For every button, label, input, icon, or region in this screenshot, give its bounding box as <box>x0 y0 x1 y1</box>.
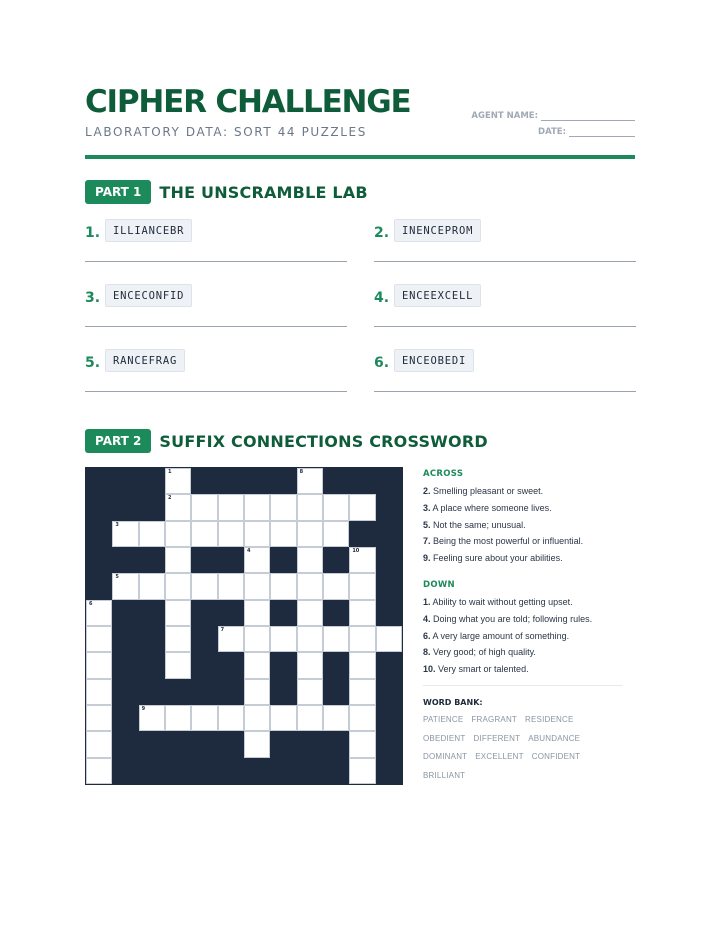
scrambled-word: ILLIANCEBR <box>105 219 192 242</box>
crossword-cell[interactable] <box>86 626 112 652</box>
agent-name-line[interactable] <box>541 111 635 121</box>
clue-text: Doing what you are told; following rules. <box>433 613 593 624</box>
answer-line[interactable] <box>85 261 347 262</box>
crossword-cell[interactable] <box>86 600 112 626</box>
crossword-cell[interactable] <box>349 758 375 784</box>
crossword-cell[interactable] <box>218 705 244 731</box>
crossword-cell[interactable] <box>139 573 165 599</box>
word-bank-item: DOMINANT <box>423 752 468 762</box>
crossword-cell[interactable] <box>270 494 296 520</box>
crossword-cell[interactable] <box>191 521 217 547</box>
scrambled-word: RANCEFRAG <box>105 349 185 372</box>
clue-number: 1. <box>423 596 431 607</box>
clue-number: 3. <box>423 502 431 513</box>
page-subtitle: LABORATORY DATA: SORT 44 PUZZLES <box>85 125 367 139</box>
crossword-cell[interactable] <box>165 521 191 547</box>
crossword-cell[interactable] <box>165 468 191 494</box>
answer-line[interactable] <box>374 261 636 262</box>
answer-line[interactable] <box>374 326 636 327</box>
crossword-cell[interactable] <box>244 547 270 573</box>
crossword-cell[interactable] <box>297 705 323 731</box>
date-label: DATE: <box>538 127 566 137</box>
scrambled-word: ENCECONFID <box>105 284 192 307</box>
across-heading: ACROSS <box>423 469 464 479</box>
crossword-cell[interactable] <box>112 573 138 599</box>
item-number: 6. <box>374 355 390 371</box>
agent-name-label: AGENT NAME: <box>471 111 538 121</box>
crossword-cell[interactable] <box>165 494 191 520</box>
crossword-cell[interactable] <box>139 705 165 731</box>
crossword-cell[interactable] <box>270 521 296 547</box>
down-clue <box>423 613 635 630</box>
word-bank-item: RESIDENCE <box>525 714 574 724</box>
crossword-cell[interactable] <box>349 600 375 626</box>
scrambled-word: INENCEPROM <box>394 219 481 242</box>
clue-number: 6. <box>423 630 431 641</box>
clue-number: 7. <box>423 536 431 547</box>
crossword-cell[interactable] <box>165 573 191 599</box>
crossword-cell[interactable] <box>191 573 217 599</box>
crossword-cell[interactable] <box>349 626 375 652</box>
part2-badge: PART 2 <box>85 429 151 453</box>
across-clue <box>423 485 635 502</box>
clues-panel <box>423 469 635 788</box>
clue-text: Not the same; unusual. <box>433 519 526 530</box>
crossword-cell[interactable] <box>86 705 112 731</box>
down-clue <box>423 663 635 680</box>
header-rule <box>85 155 635 159</box>
crossword-cell[interactable] <box>323 705 349 731</box>
cell-number: 7 <box>220 627 225 633</box>
crossword-cell[interactable] <box>244 731 270 757</box>
clue-text: Being the most powerful or influential. <box>433 536 584 547</box>
clue-text: A place where someone lives. <box>432 502 552 513</box>
clue-text: Feeling sure about your abilities. <box>433 553 563 564</box>
word-bank-item: FRAGRANT <box>471 714 518 724</box>
crossword-cell[interactable] <box>244 600 270 626</box>
crossword-cell[interactable] <box>270 573 296 599</box>
crossword-cell[interactable] <box>244 705 270 731</box>
clue-text: A very large amount of something. <box>432 630 570 641</box>
crossword-cell[interactable] <box>165 600 191 626</box>
crossword-cell[interactable] <box>244 626 270 652</box>
crossword-cell[interactable] <box>165 652 191 678</box>
crossword-cell[interactable] <box>297 521 323 547</box>
clue-number: 5. <box>423 519 431 530</box>
crossword-cell[interactable] <box>270 705 296 731</box>
crossword-cell[interactable] <box>165 705 191 731</box>
crossword-cell[interactable] <box>112 521 138 547</box>
clues-divider <box>423 685 623 686</box>
clue-text: Ability to wait without getting upset. <box>432 596 573 607</box>
cell-number: 10 <box>352 548 360 554</box>
cell-number: 9 <box>141 706 146 712</box>
cell-number: 2 <box>168 495 172 502</box>
crossword-cell[interactable] <box>139 521 165 547</box>
word-bank-item: DIFFERENT <box>473 733 521 743</box>
crossword-cell[interactable] <box>349 705 375 731</box>
word-bank <box>423 713 628 788</box>
crossword-cell[interactable] <box>191 494 217 520</box>
across-clue <box>423 519 635 536</box>
crossword-cell[interactable] <box>297 652 323 678</box>
crossword-cell[interactable] <box>86 652 112 678</box>
down-heading: DOWN <box>423 579 455 590</box>
clue-number: 9. <box>423 553 431 564</box>
crossword-cell[interactable] <box>86 758 112 784</box>
clue-number: 4. <box>423 613 431 624</box>
clue-text: Very good; of high quality. <box>433 647 536 658</box>
crossword-cell[interactable] <box>165 547 191 573</box>
clue-text: Smelling pleasant or sweet. <box>433 486 544 496</box>
agent-name-field[interactable] <box>471 111 635 121</box>
crossword-cell[interactable] <box>297 547 323 573</box>
answer-line[interactable] <box>374 391 636 392</box>
crossword-cell[interactable] <box>191 705 217 731</box>
crossword-cell[interactable] <box>218 626 244 652</box>
cell-number: 3 <box>115 521 119 528</box>
cell-number: 4 <box>247 548 251 554</box>
crossword-cell[interactable] <box>244 494 270 520</box>
crossword-cell[interactable] <box>297 679 323 705</box>
crossword-cell[interactable] <box>86 731 112 757</box>
crossword-cell[interactable] <box>270 626 296 652</box>
cell-number: 5 <box>115 574 119 581</box>
clue-number: 8. <box>423 647 431 658</box>
clue-number: 2. <box>423 486 431 496</box>
word-bank-item: BRILLIANT <box>423 771 466 781</box>
scrambled-word: ENCEEXCELL <box>394 284 481 307</box>
item-number: 3. <box>85 290 101 306</box>
crossword-cell[interactable] <box>376 626 402 652</box>
crossword-cell[interactable] <box>297 626 323 652</box>
crossword-cell[interactable] <box>86 679 112 705</box>
crossword-cell[interactable] <box>323 626 349 652</box>
item-number: 1. <box>85 225 101 241</box>
crossword-cell[interactable] <box>218 573 244 599</box>
crossword-cell[interactable] <box>244 573 270 599</box>
answer-line[interactable] <box>85 391 347 392</box>
crossword-cell[interactable] <box>323 573 349 599</box>
crossword-cell[interactable] <box>297 494 323 520</box>
word-bank-item: ABUNDANCE <box>528 733 581 743</box>
page-title: CIPHER CHALLENGE <box>85 84 411 120</box>
scrambled-word: ENCEOBEDI <box>394 349 474 372</box>
crossword-cell[interactable] <box>349 652 375 678</box>
item-number: 4. <box>374 290 390 306</box>
crossword-cell[interactable] <box>218 521 244 547</box>
clue-text: Very smart or talented. <box>438 664 529 675</box>
clue-number: 10. <box>423 664 436 675</box>
part2-heading <box>85 429 488 453</box>
crossword-cell[interactable] <box>349 573 375 599</box>
across-clue <box>423 552 635 569</box>
word-bank-item: EXCELLENT <box>475 752 524 762</box>
down-clue <box>423 630 635 647</box>
part1-badge: PART 1 <box>85 180 151 204</box>
across-clue <box>423 502 635 519</box>
crossword-cell[interactable] <box>349 731 375 757</box>
item-number: 2. <box>374 225 390 241</box>
word-bank-item: PATIENCE <box>423 714 464 724</box>
word-bank-item: CONFIDENT <box>531 752 581 762</box>
crossword-cell[interactable] <box>349 494 375 520</box>
date-field[interactable] <box>538 127 635 137</box>
crossword-cell[interactable] <box>349 679 375 705</box>
cell-number: 6 <box>89 600 93 607</box>
down-clue <box>423 596 635 613</box>
crossword-cell[interactable] <box>165 626 191 652</box>
crossword-cell[interactable] <box>297 468 323 494</box>
cell-number: 1 <box>168 469 172 475</box>
word-bank-item: OBEDIENT <box>423 733 466 743</box>
crossword-cell[interactable] <box>244 521 270 547</box>
crossword-cell[interactable] <box>244 652 270 678</box>
part1-title: THE UNSCRAMBLE LAB <box>159 182 368 202</box>
part1-heading <box>85 180 368 204</box>
across-clue <box>423 535 635 552</box>
crossword-cell[interactable] <box>244 679 270 705</box>
crossword-grid <box>85 467 403 785</box>
crossword-cell[interactable] <box>297 600 323 626</box>
crossword-cell[interactable] <box>297 573 323 599</box>
part2-title: SUFFIX CONNECTIONS CROSSWORD <box>159 431 488 451</box>
crossword-cell[interactable] <box>323 494 349 520</box>
item-number: 5. <box>85 355 101 371</box>
cell-number: 8 <box>299 469 304 475</box>
crossword-cell[interactable] <box>218 494 244 520</box>
crossword-cell[interactable] <box>323 521 349 547</box>
answer-line[interactable] <box>85 326 347 327</box>
word-bank-heading: WORD BANK: <box>423 697 483 707</box>
date-line[interactable] <box>569 127 635 137</box>
crossword-cell[interactable] <box>349 547 375 573</box>
down-clue <box>423 646 635 663</box>
